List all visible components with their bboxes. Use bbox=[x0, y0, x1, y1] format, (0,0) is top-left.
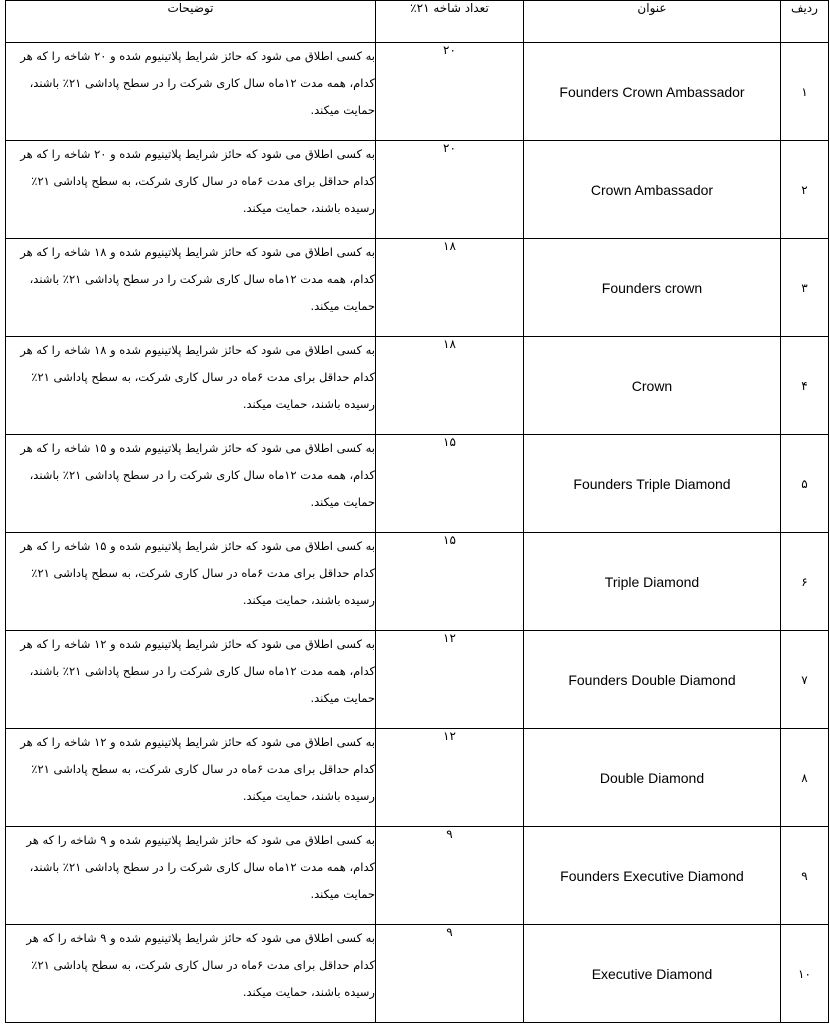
ranks-table bbox=[5, 0, 829, 1023]
header-row-number: ردیف bbox=[781, 1, 829, 43]
rank-title-cell: Founders Executive Diamond bbox=[524, 827, 781, 925]
description-cell: به کسی اطلاق می شود که حائز شرایط پلاتینیوم شده و ۱۲ شاخه را که هر کدام، همه مدت ۱۲ماه سال کاری شرکت را در سطح پاداشی ۲۱٪ باشند، حمایت میکند. bbox=[6, 631, 376, 729]
description-cell: به کسی اطلاق می شود که حائز شرایط پلاتینیوم شده و ۱۸ شاخه را که هر کدام حداقل برای مدت ۶ماه در سال کاری شرکت، به سطح پاداشی ۲۱٪ رسیده باشند، حمایت میکند. bbox=[6, 337, 376, 435]
header-description: توضیحات bbox=[6, 1, 376, 43]
table-row bbox=[6, 533, 829, 631]
rank-title-cell: Crown bbox=[524, 337, 781, 435]
description-cell: به کسی اطلاق می شود که حائز شرایط پلاتینیوم شده و ۱۸ شاخه را که هر کدام، همه مدت ۱۲ماه سال کاری شرکت را در سطح پاداشی ۲۱٪ باشند، حمایت میکند. bbox=[6, 239, 376, 337]
rank-title-cell: Triple Diamond bbox=[524, 533, 781, 631]
branch-count-cell: ۲۰ bbox=[376, 141, 524, 239]
table-row bbox=[6, 925, 829, 1023]
header-branch-count: تعداد شاخه ۲۱٪ bbox=[376, 1, 524, 43]
branch-count-cell: ۹ bbox=[376, 925, 524, 1023]
description-cell: به کسی اطلاق می شود که حائز شرایط پلاتینیوم شده و ۲۰ شاخه را که هر کدام، همه مدت ۱۲ماه سال کاری شرکت را در سطح پاداشی ۲۱٪ باشند، حمایت میکند. bbox=[6, 43, 376, 141]
branch-count-cell: ۱۸ bbox=[376, 337, 524, 435]
rank-title-cell: Founders Crown Ambassador bbox=[524, 43, 781, 141]
row-number-cell: ۱ bbox=[781, 43, 829, 141]
row-number-cell: ۹ bbox=[781, 827, 829, 925]
table-row bbox=[6, 337, 829, 435]
table-row bbox=[6, 827, 829, 925]
rank-title-cell: Founders crown bbox=[524, 239, 781, 337]
description-cell: به کسی اطلاق می شود که حائز شرایط پلاتینیوم شده و ۲۰ شاخه را که هر کدام حداقل برای مدت ۶ماه در سال کاری شرکت، به سطح پاداشی ۲۱٪ رسیده باشند، حمایت میکند. bbox=[6, 141, 376, 239]
row-number-cell: ۵ bbox=[781, 435, 829, 533]
row-number-cell: ۳ bbox=[781, 239, 829, 337]
rank-title-cell: Executive Diamond bbox=[524, 925, 781, 1023]
table-row bbox=[6, 631, 829, 729]
table-row bbox=[6, 43, 829, 141]
row-number-cell: ۲ bbox=[781, 141, 829, 239]
row-number-cell: ۱۰ bbox=[781, 925, 829, 1023]
branch-count-cell: ۱۵ bbox=[376, 435, 524, 533]
table-row bbox=[6, 141, 829, 239]
table-row bbox=[6, 729, 829, 827]
description-cell: به کسی اطلاق می شود که حائز شرایط پلاتینیوم شده و ۹ شاخه را که هر کدام، همه مدت ۱۲ماه سال کاری شرکت را در سطح پاداشی ۲۱٪ باشند، حمایت میکند. bbox=[6, 827, 376, 925]
description-cell: به کسی اطلاق می شود که حائز شرایط پلاتینیوم شده و ۱۲ شاخه را که هر کدام حداقل برای مدت ۶ماه در سال کاری شرکت، به سطح پاداشی ۲۱٪ رسیده باشند، حمایت میکند. bbox=[6, 729, 376, 827]
header-title: عنوان bbox=[524, 1, 781, 43]
rank-title-cell: Founders Double Diamond bbox=[524, 631, 781, 729]
branch-count-cell: ۹ bbox=[376, 827, 524, 925]
row-number-cell: ۴ bbox=[781, 337, 829, 435]
branch-count-cell: ۱۸ bbox=[376, 239, 524, 337]
table-row bbox=[6, 435, 829, 533]
rank-title-cell: Founders Triple Diamond bbox=[524, 435, 781, 533]
table-header bbox=[6, 1, 829, 43]
branch-count-cell: ۱۵ bbox=[376, 533, 524, 631]
description-cell: به کسی اطلاق می شود که حائز شرایط پلاتینیوم شده و ۱۵ شاخه را که هر کدام، همه مدت ۱۲ماه سال کاری شرکت را در سطح پاداشی ۲۱٪ باشند، حمایت میکند. bbox=[6, 435, 376, 533]
branch-count-cell: ۱۲ bbox=[376, 631, 524, 729]
description-cell: به کسی اطلاق می شود که حائز شرایط پلاتینیوم شده و ۹ شاخه را که هر کدام حداقل برای مدت ۶ماه در سال کاری شرکت، به سطح پاداشی ۲۱٪ رسیده باشند، حمایت میکند. bbox=[6, 925, 376, 1023]
rank-title-cell: Double Diamond bbox=[524, 729, 781, 827]
branch-count-cell: ۱۲ bbox=[376, 729, 524, 827]
table-row bbox=[6, 239, 829, 337]
branch-count-cell: ۲۰ bbox=[376, 43, 524, 141]
rank-title-cell: Crown Ambassador bbox=[524, 141, 781, 239]
table-body bbox=[6, 43, 829, 1023]
row-number-cell: ۸ bbox=[781, 729, 829, 827]
row-number-cell: ۶ bbox=[781, 533, 829, 631]
header-row bbox=[6, 1, 829, 43]
row-number-cell: ۷ bbox=[781, 631, 829, 729]
description-cell: به کسی اطلاق می شود که حائز شرایط پلاتینیوم شده و ۱۵ شاخه را که هر کدام حداقل برای مدت ۶ماه در سال کاری شرکت، به سطح پاداشی ۲۱٪ رسیده باشند، حمایت میکند. bbox=[6, 533, 376, 631]
